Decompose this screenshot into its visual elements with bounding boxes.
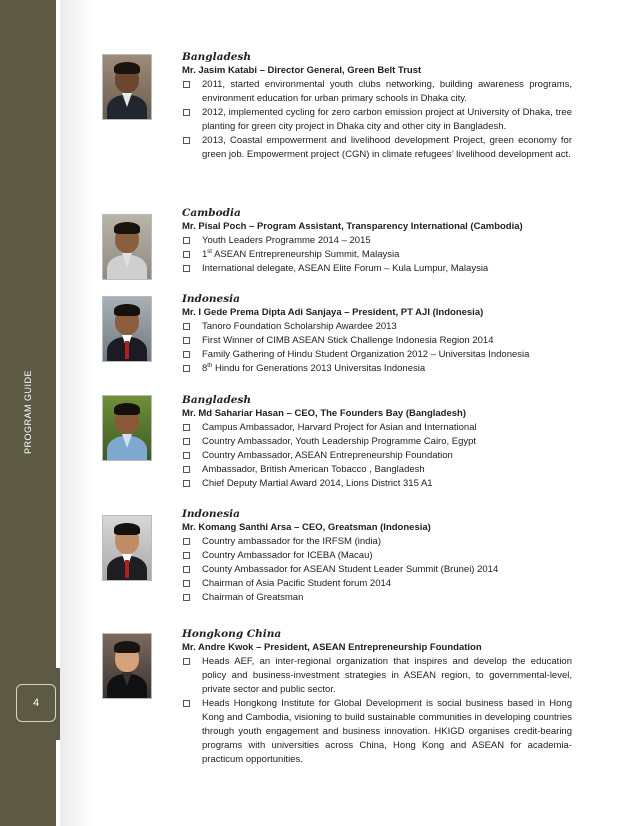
speaker-details	[182, 50, 572, 162]
checkbox-bullet-icon	[183, 109, 190, 116]
speaker-details	[182, 627, 572, 767]
achievement-text: Country Ambassador for ICEBA (Macau)	[202, 550, 373, 561]
achievement-list	[182, 78, 572, 162]
speaker-name-title: Mr. Andre Kwok – President, ASEAN Entrepreneurship Foundation	[182, 642, 482, 653]
checkbox-bullet-icon	[183, 566, 190, 573]
achievement-item	[182, 535, 572, 549]
checkbox-bullet-icon	[183, 552, 190, 559]
achievement-text: Ambassador, British American Tobacco , Bangladesh	[202, 464, 425, 475]
achievement-item	[182, 362, 572, 376]
achievement-text: Chairman of Greatsman	[202, 592, 304, 603]
achievement-item	[182, 106, 572, 134]
achievement-item	[182, 449, 572, 463]
checkbox-bullet-icon	[183, 594, 190, 601]
checkbox-bullet-icon	[183, 538, 190, 545]
checkbox-bullet-icon	[183, 137, 190, 144]
page-number: 4	[16, 684, 56, 722]
achievement-text: 2013, Coastal empowerment and livelihood development Project, green economy for green job. Empowerment project (CGN) in climate refugees’ livelihood development act.	[202, 135, 572, 160]
achievement-text: Chairman of Asia Pacific Student forum 2014	[202, 578, 392, 589]
achievement-item	[182, 248, 572, 262]
checkbox-bullet-icon	[183, 480, 190, 487]
speaker-photo	[102, 395, 152, 461]
achievement-item	[182, 463, 572, 477]
achievement-item	[182, 320, 572, 334]
achievement-text: County Ambassador for ASEAN Student Leader Summit (Brunei) 2014	[202, 564, 499, 575]
checkbox-bullet-icon	[183, 452, 190, 459]
achievement-item	[182, 435, 572, 449]
achievement-text: 8	[202, 363, 208, 374]
achievement-list	[182, 421, 572, 491]
achievement-text: 2011, started environmental youth clubs networking, building awareness programs, environment education for urban primary schools in Dhaka city.	[202, 79, 572, 104]
checkbox-bullet-icon	[183, 658, 190, 665]
section-label: PROGRAM GUIDE	[23, 369, 33, 455]
achievement-item	[182, 421, 572, 435]
achievement-text: International delegate, ASEAN Elite Forum – Kula Lumpur, Malaysia	[202, 263, 489, 274]
speaker-details	[182, 206, 572, 276]
speaker-name-title: Mr. Jasim Katabi – Director General, Green Belt Trust	[182, 65, 422, 76]
speaker-photo	[102, 214, 152, 280]
speaker-name-title: Mr. Pisal Poch – Program Assistant, Transparency International (Cambodia)	[182, 221, 523, 232]
checkbox-bullet-icon	[183, 438, 190, 445]
achievement-text: 2012, implemented cycling for zero carbon emission project at University of Dhaka, tree planting for green city project in Dhaka city and other city in Bangladesh.	[202, 107, 572, 132]
achievement-item	[182, 549, 572, 563]
speaker-name-title: Mr. I Gede Prema Dipta Adi Sanjaya – President, PT AJI (Indonesia)	[182, 307, 484, 318]
speaker-name-title: Mr. Komang Santhi Arsa – CEO, Greatsman (Indonesia)	[182, 522, 431, 533]
achievement-text: Country Ambassador, Youth Leadership Programme Cairo, Egypt	[202, 436, 477, 447]
speaker-details	[182, 292, 572, 376]
page-number-tab	[56, 668, 60, 740]
achievement-item	[182, 591, 572, 605]
achievement-text: Youth Leaders Programme 2014 – 2015	[202, 235, 371, 246]
achievement-text: Tanoro Foundation Scholarship Awardee 2013	[202, 321, 397, 332]
achievement-text: Family Gathering of Hindu Student Organization 2012 – Universitas Indonesia	[202, 349, 530, 360]
achievement-text: 1	[202, 249, 208, 260]
checkbox-bullet-icon	[183, 580, 190, 587]
achievement-item	[182, 563, 572, 577]
checkbox-bullet-icon	[183, 424, 190, 431]
country-heading: Hongkong China	[182, 628, 282, 640]
speaker-details	[182, 393, 572, 491]
achievement-item	[182, 78, 572, 106]
achievement-text: First Winner of CIMB ASEAN Stick Challenge Indonesia Region 2014	[202, 335, 494, 346]
speaker-photo	[102, 633, 152, 699]
achievement-item	[182, 577, 572, 591]
speaker-photo	[102, 54, 152, 120]
achievement-list	[182, 655, 572, 767]
achievement-item	[182, 697, 572, 767]
country-heading: Cambodia	[182, 207, 241, 219]
country-heading: Indonesia	[182, 508, 240, 520]
country-heading: Bangladesh	[182, 51, 252, 63]
achievement-text: Chief Deputy Martial Award 2014, Lions District 315 A1	[202, 478, 433, 489]
checkbox-bullet-icon	[183, 237, 190, 244]
country-heading: Indonesia	[182, 293, 240, 305]
speaker-details	[182, 507, 572, 605]
checkbox-bullet-icon	[183, 81, 190, 88]
checkbox-bullet-icon	[183, 251, 190, 258]
checkbox-bullet-icon	[183, 700, 190, 707]
checkbox-bullet-icon	[183, 351, 190, 358]
speaker-name-title: Mr. Md Sahariar Hasan – CEO, The Founders Bay (Bangladesh)	[182, 408, 467, 419]
speaker-photo	[102, 515, 152, 581]
achievement-item	[182, 348, 572, 362]
achievement-text: Heads AEF, an inter-regional organization that inspires and develop the education policy and business-investment strategies in ASEAN region, to governmental-level, private sector and public sector.	[202, 656, 572, 695]
checkbox-bullet-icon	[183, 337, 190, 344]
ordinal-suffix: th	[207, 362, 213, 369]
achievement-item	[182, 134, 572, 162]
checkbox-bullet-icon	[183, 466, 190, 473]
achievement-text: ASEAN Entrepreneurship Summit, Malaysia	[211, 249, 400, 260]
achievement-text: Hindu for Generations 2013 Universitas Indonesia	[212, 363, 426, 374]
achievement-item	[182, 334, 572, 348]
achievement-text: Campus Ambassador, Harvard Project for Asian and International	[202, 422, 477, 433]
achievement-list	[182, 320, 572, 376]
country-heading: Bangladesh	[182, 394, 252, 406]
achievement-item	[182, 262, 572, 276]
achievement-item	[182, 655, 572, 697]
checkbox-bullet-icon	[183, 265, 190, 272]
speaker-photo	[102, 296, 152, 362]
achievement-text: Country Ambassador, ASEAN Entrepreneurship Foundation	[202, 450, 453, 461]
achievement-text: Heads Hongkong Institute for Global Development is social business based in Hong Kong and Cambodia, visioning to build sustainable communities in developing countries through youth engagement and business innovation. HKIGD organises credit-bearing programs with universities across China, Hong Kong and ASEAN for academia-practicum opportunities.	[202, 698, 572, 765]
achievement-item	[182, 477, 572, 491]
achievement-text: Country ambassador for the IRFSM (india)	[202, 536, 381, 547]
achievement-list	[182, 535, 572, 605]
achievement-item	[182, 234, 572, 248]
checkbox-bullet-icon	[183, 365, 190, 372]
ordinal-suffix: st	[207, 248, 212, 255]
achievement-list	[182, 234, 572, 276]
checkbox-bullet-icon	[183, 323, 190, 330]
